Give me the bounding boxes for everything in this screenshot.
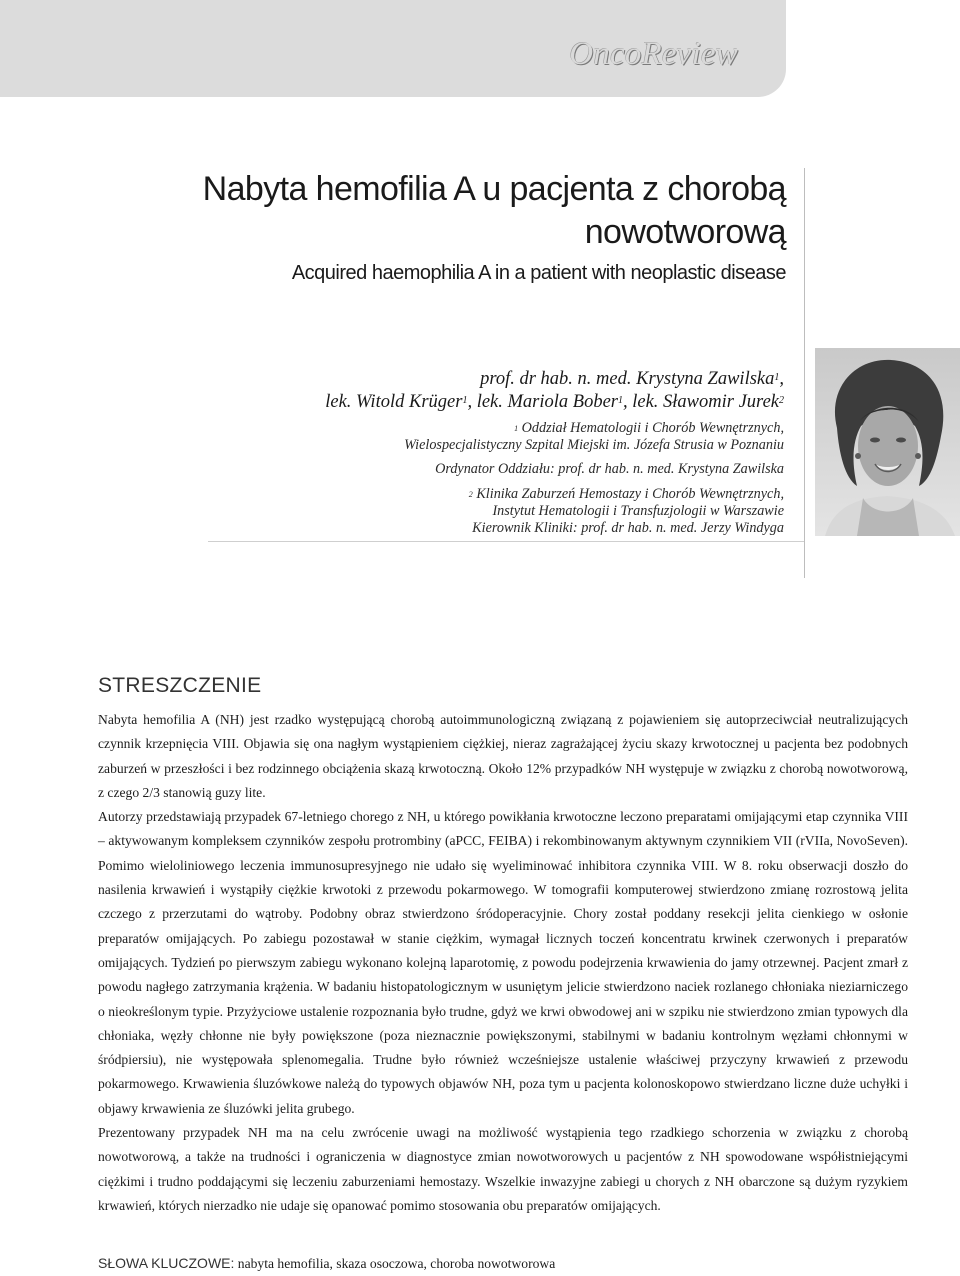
affiliation-2-head: Kierownik Kliniki: prof. dr hab. n. med. Jerzy Windyga	[472, 520, 784, 536]
abstract-paragraph: Nabyta hemofilia A (NH) jest rzadko występującą chorobą autoimmunologiczną związaną z pojawieniem się autoprzeciwciał neutralizujących czynnik krzepnięcia VIII. Objawia się ona nagłym wystąpieniem ciężkiej, nieraz zagrażającej życiu skazy krwotocznej u pacjenta bez podobnych zaburzeń w przeszłości i bez rodzinnego obciążenia skazą krwotoczną. Około 12% przypadków NH występuje w związku z chorobą nowotworową, z czego 2/3 stanowią guzy lite.	[98, 712, 908, 800]
abstract-paragraph: Prezentowany przypadek NH ma na celu zwrócenie uwagi na możliwość wystąpienia tego rzadkiego schorzenia w związku z chorobą nowotworową, a także na trudności i ograniczenia w diagnostyce zmian nowotworowych u pacjentów z NH spowodowane współistniejącymi ciężkimi i trudno poddającymi się leczeniu zaburzeniami hemostazy. Wszelkie inwazyjne zabiegi u chorych z NH obarczone są dużym ryzykiem krwawień, których nierzadko nie udaje się opanować pomimo stosowania obu preparatów omijających.	[98, 1125, 908, 1213]
author-name: lek. Witold Krüger	[325, 392, 463, 412]
affiliation-1-head: Ordynator Oddziału: prof. dr hab. n. med. Krystyna Zawilska	[435, 461, 784, 477]
article-title	[150, 168, 786, 254]
portrait-illustration	[815, 348, 960, 536]
keywords-line	[98, 1255, 918, 1272]
author-list	[150, 368, 784, 414]
author-name: prof. dr hab. n. med. Krystyna Zawilska	[480, 369, 775, 389]
affiliation-2	[150, 486, 784, 520]
keywords-label: SŁOWA KLUCZOWE:	[98, 1255, 235, 1271]
vertical-divider	[804, 168, 805, 578]
author-separator: ,	[467, 392, 477, 412]
journal-name: OncoReview	[569, 36, 738, 72]
article-subtitle-english: Acquired haemophilia A in a patient with neoplastic disease	[291, 262, 786, 284]
affiliation-line: Wielospecjalistyczny Szpital Miejski im. Józefa Strusia w Poznaniu	[404, 437, 784, 453]
horizontal-divider	[208, 541, 804, 542]
abstract-body	[98, 708, 908, 1218]
affiliation-1	[150, 420, 784, 454]
author-affiliation-mark: 1	[617, 395, 623, 406]
abstract-paragraph: Autorzy przedstawiają przypadek 67-letniego chorego z NH, u którego powikłania krwotoczne leczono preparatami omijającymi etap czynnika VIII – aktywowanym kompleksem czynników zespołu protrombiny (aPCC, FEIBA) i rekombinowanym aktywnym czynnikiem VII (rVIIa, NovoSeven). Pomimo wieloliniowego leczenia immunosupresyjnego nie udało się wyeliminować inhibitora czynnika VIII. W 8. roku obserwacji doszło do nasilenia krwawień i wystąpiły ciężkie krwotoki z przewodu pokarmowego. W tomografii komputerowej stwierdzono zmianę rozrostową jelita czczego z przerzutami do wątroby. Podobny obraz stwierdzono śródoperacyjnie. Chory został poddany resekcji jelita cienkiego w osłonie preparatów omijających. Po zabiegu pozostawał w stanie ciężkim, wymagał licznych toczeń koncentratu krwinek czerwonych i preparatów omijających. Tydzień po pierwszym zabiegu wykonano kolejną laparotomię, z powodu podejrzenia krwawienia do jamy otrzewnej. Pacjent zmarł z powodu nagłego zatrzymania krążenia. W badaniu histopatologicznym w usuniętym jelicie stwierdzono naciek rozlanego chłoniaka nieziarniczego o nieokreślonym typie. Przyżyciowe ustalenie rozpoznania było trudne, gdyż we krwi obwodowej ani w szpiku nie stwierdzono zmian typowych dla chłoniaka, węzły chłonne nie były powiększone (poza nieznacznie powiększonymi, stabilnymi w badaniu kontrolnym węzłami chłonnymi w śródpiersiu), nie występowała splenomegalia. Trudne było również wcześniejsze ustalenie właściwej przyczyny krwawień z przewodu pokarmowego. Krwawienia śluzówkowe należą do typowych objawów NH, poza tym u pacjenta kolonoskopowo stwierdzano liczne duże uchyłki i objawy krwawienia ze śluzówki jelita grubego.	[98, 809, 908, 1116]
title-line-1: Nabyta hemofilia A u pacjenta z chorobą	[202, 170, 786, 208]
author-separator: ,	[779, 369, 784, 389]
title-line-2: nowotworową	[584, 213, 786, 251]
affiliation-line: Instytut Hematologii i Transfuzjologii w Warszawie	[492, 503, 784, 519]
author-affiliation-mark: 2	[779, 395, 784, 406]
abstract-heading: STRESZCZENIE	[98, 674, 262, 697]
affiliation-mark: 1	[514, 424, 519, 433]
affiliation-mark: 2	[468, 490, 473, 499]
affiliation-line: Klinika Zaburzeń Hemostazy i Chorób Wewnętrznych,	[476, 486, 784, 502]
author-affiliation-mark: 1	[462, 395, 468, 406]
author-affiliation-mark: 1	[774, 372, 780, 383]
author-portrait-photo	[815, 348, 960, 536]
keywords-text: nabyta hemofilia, skaza osoczowa, choroba nowotworowa	[234, 1256, 556, 1271]
author-name: lek. Sławomir Jurek	[632, 392, 779, 412]
author-separator: ,	[622, 392, 633, 412]
author-name: lek. Mariola Bober	[476, 392, 618, 412]
affiliation-line: Oddział Hematologii i Chorób Wewnętrznych,	[521, 420, 784, 436]
